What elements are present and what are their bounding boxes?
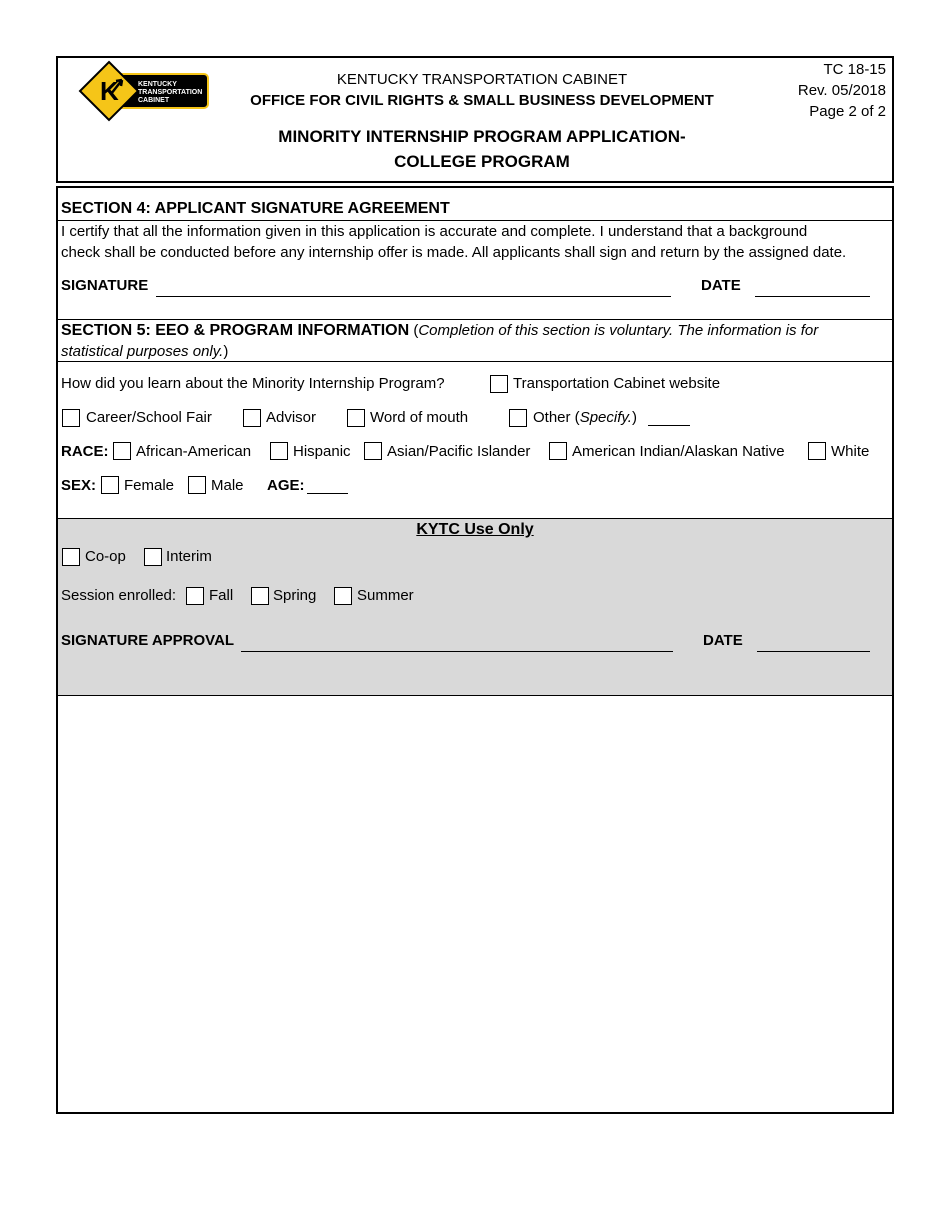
session-summer-checkbox[interactable] — [334, 587, 352, 605]
form-number: TC 18-15 — [823, 61, 886, 78]
section5-note-open: ( — [413, 322, 419, 339]
sex-female-label: Female — [124, 477, 175, 494]
race-asian-checkbox[interactable] — [364, 442, 382, 460]
form-revision: Rev. 05/2018 — [797, 82, 886, 99]
race-native-label: American Indian/Alaskan Native — [572, 443, 785, 460]
signature-approval-label: SIGNATURE APPROVAL — [61, 632, 235, 649]
section5-note-close: ) — [223, 343, 229, 360]
learn-question: How did you learn about the Minority Internship Program? — [61, 375, 445, 392]
agency-name: KENTUCKY TRANSPORTATION CABINET — [336, 71, 628, 88]
office-name: OFFICE FOR CIVIL RIGHTS & SMALL BUSINESS DEVELOPMENT — [250, 92, 714, 109]
section5-header — [61, 322, 818, 340]
advisor-label: Advisor — [266, 409, 317, 426]
other-suffix: ) — [631, 409, 637, 426]
race-label: RACE: — [61, 443, 109, 460]
career-fair-checkbox[interactable] — [62, 409, 80, 427]
advisor-checkbox[interactable] — [243, 409, 261, 427]
sex-female-checkbox[interactable] — [101, 476, 119, 494]
section5-divider — [58, 361, 892, 362]
section5-top-divider — [58, 319, 892, 320]
website-label: Transportation Cabinet website — [513, 375, 721, 392]
other-specify-line[interactable] — [648, 425, 690, 426]
sex-male-checkbox[interactable] — [188, 476, 206, 494]
section5-note-text-1: Completion of this section is voluntary. The information is for — [418, 322, 819, 339]
approval-date-line[interactable] — [757, 651, 870, 652]
race-asian-label: Asian/Pacific Islander — [387, 443, 531, 460]
age-line[interactable] — [307, 493, 348, 494]
logo-text-3: CABINET — [138, 97, 170, 104]
kytc-use-only-panel — [58, 518, 892, 696]
race-white-checkbox[interactable] — [808, 442, 826, 460]
interim-checkbox[interactable] — [144, 548, 162, 566]
section4-heading: SECTION 4: APPLICANT SIGNATURE AGREEMENT — [61, 200, 450, 217]
form-title-line1: MINORITY INTERNSHIP PROGRAM APPLICATION- — [278, 127, 686, 146]
sex-male-label: Male — [211, 477, 244, 494]
date-line[interactable] — [755, 296, 870, 297]
word-of-mouth-checkbox[interactable] — [347, 409, 365, 427]
other-label — [533, 409, 637, 427]
section5-note-line2 — [61, 343, 228, 361]
session-summer-label: Summer — [357, 587, 414, 604]
session-spring-label: Spring — [273, 587, 317, 604]
page-number: Page 2 of 2 — [809, 103, 886, 120]
race-white-label: White — [831, 443, 870, 460]
logo-letter: K — [100, 76, 119, 106]
race-african-american-label: African-American — [136, 443, 252, 460]
logo-text-1: KENTUCKY — [138, 81, 177, 88]
word-of-mouth-label: Word of mouth — [370, 409, 469, 426]
signature-approval-line[interactable] — [241, 651, 673, 652]
career-fair-label: Career/School Fair — [86, 409, 212, 426]
sex-label: SEX: — [61, 477, 97, 494]
session-fall-checkbox[interactable] — [186, 587, 204, 605]
logo-text-2: TRANSPORTATION — [138, 89, 203, 96]
section4-divider — [58, 220, 892, 221]
signature-line[interactable] — [156, 296, 671, 297]
kytc-heading: KYTC Use Only — [416, 521, 534, 538]
other-specify: Specify. — [579, 409, 632, 426]
session-fall-label: Fall — [209, 587, 234, 604]
race-native-checkbox[interactable] — [549, 442, 567, 460]
race-hispanic-checkbox[interactable] — [270, 442, 288, 460]
age-label: AGE: — [267, 477, 305, 494]
other-prefix: Other ( — [533, 409, 580, 426]
other-checkbox[interactable] — [509, 409, 527, 427]
session-label: Session enrolled: — [61, 587, 177, 604]
certification-line2: check shall be conducted before any internship offer is made. All applicants shall sign and return by the assigned date. — [61, 244, 847, 261]
race-african-american-checkbox[interactable] — [113, 442, 131, 460]
interim-label: Interim — [166, 548, 212, 565]
form-title-line2: COLLEGE PROGRAM — [394, 152, 570, 171]
signature-label: SIGNATURE — [61, 277, 149, 294]
section5-heading: SECTION 5: EEO & PROGRAM INFORMATION — [61, 322, 410, 339]
coop-checkbox[interactable] — [62, 548, 80, 566]
date-label: DATE — [701, 277, 741, 294]
coop-label: Co-op — [85, 548, 126, 565]
section5-note-text-2: statistical purposes only. — [61, 343, 224, 360]
website-checkbox[interactable] — [490, 375, 508, 393]
race-hispanic-label: Hispanic — [293, 443, 351, 460]
approval-date-label: DATE — [703, 632, 743, 649]
certification-line1: I certify that all the information given in this application is accurate and complete. I understand that a background — [61, 223, 808, 240]
session-spring-checkbox[interactable] — [251, 587, 269, 605]
kytc-logo — [78, 60, 210, 122]
